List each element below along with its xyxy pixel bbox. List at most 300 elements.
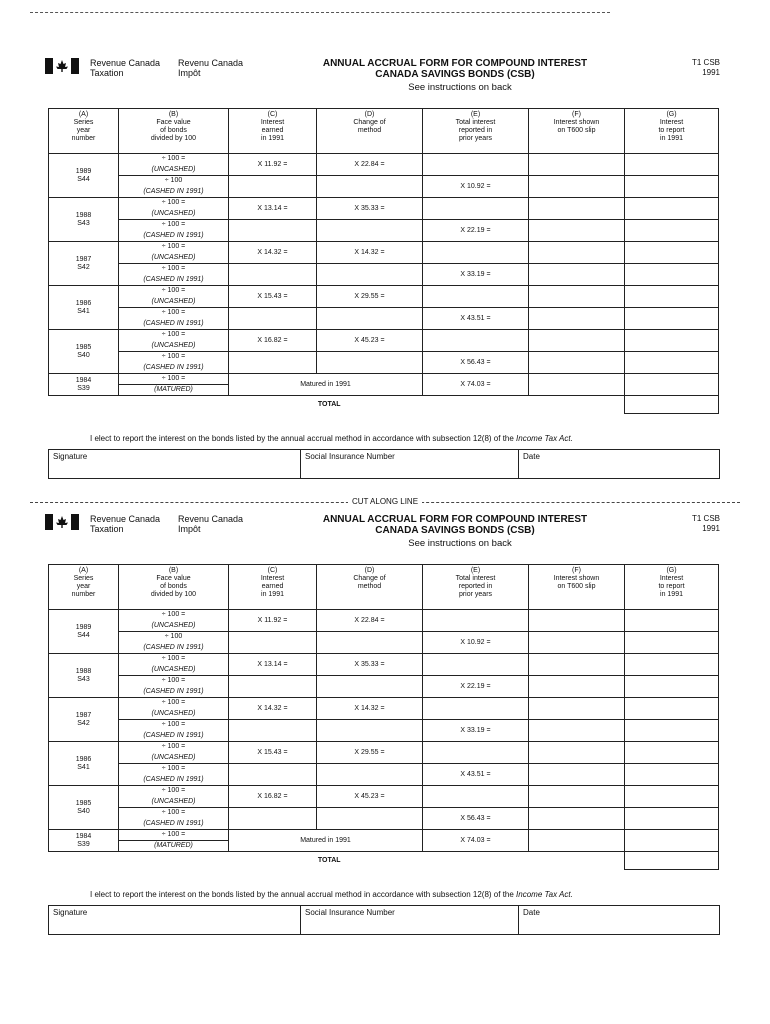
prior-interest-cell[interactable] (423, 330, 529, 352)
interest-earned-cell[interactable]: X 14.32 = (229, 698, 317, 720)
t600-interest-cell[interactable] (529, 632, 625, 654)
face-value-cell[interactable]: (UNCASHED) (119, 665, 229, 676)
series-cell (49, 242, 119, 286)
prior-interest-cell[interactable] (423, 198, 529, 220)
t600-interest-cell[interactable] (529, 808, 625, 830)
table-row (49, 830, 719, 841)
form-title: ANNUAL ACCRUAL FORM FOR COMPOUND INTEREST CANADA SAVINGS BONDS (CSB) (322, 58, 588, 80)
signature-box (48, 905, 720, 935)
interest-earned-cell[interactable]: X 13.14 = (229, 654, 317, 676)
table-row (49, 352, 719, 363)
total-row (49, 852, 719, 870)
prior-interest-cell[interactable]: X 33.19 = (423, 720, 529, 742)
interest-earned-cell[interactable]: X 13.14 = (229, 198, 317, 220)
form-code: T1 CSB 1991 (691, 514, 720, 533)
report-interest-cell[interactable] (625, 330, 719, 352)
series-number: S44 (77, 631, 90, 639)
prior-interest-cell[interactable]: X 56.43 = (423, 352, 529, 374)
t600-interest-cell[interactable] (529, 330, 625, 352)
face-value-cell[interactable]: ÷ 100 = (119, 330, 229, 341)
t600-interest-cell[interactable] (529, 720, 625, 742)
face-value-cell[interactable]: ÷ 100 = (119, 374, 229, 385)
series-number: S39 (77, 384, 90, 392)
report-interest-cell[interactable] (625, 720, 719, 742)
prior-interest-cell[interactable]: X 22.19 = (423, 676, 529, 698)
face-value-cell[interactable]: (UNCASHED) (119, 297, 229, 308)
column-header-line: Face value (156, 575, 191, 582)
column-header-line: year (76, 127, 91, 134)
interest-earned-cell[interactable] (229, 308, 317, 330)
column-header (229, 565, 317, 610)
change-method-cell[interactable] (317, 308, 423, 330)
report-interest-cell[interactable] (625, 830, 719, 852)
prior-interest-cell[interactable] (423, 786, 529, 808)
column-header-line: (F) (572, 111, 581, 118)
column-header-line: Interest (659, 119, 684, 126)
column-header-line: earned (261, 127, 284, 134)
change-method-cell[interactable]: X 14.32 = (317, 242, 423, 264)
change-method-cell[interactable] (317, 764, 423, 786)
signature-field[interactable]: Signature (49, 906, 301, 934)
face-value-cell[interactable]: (CASHED IN 1991) (119, 819, 229, 830)
table-row (49, 786, 719, 797)
face-value-cell[interactable]: ÷ 100 = (119, 808, 229, 819)
report-interest-cell[interactable] (625, 742, 719, 764)
t600-interest-cell[interactable] (529, 198, 625, 220)
canada-flag-icon (45, 514, 79, 530)
t600-interest-cell[interactable] (529, 286, 625, 308)
sin-field[interactable]: Social Insurance Number (301, 906, 519, 934)
column-header-line: (E) (470, 111, 481, 118)
t600-interest-cell[interactable] (529, 676, 625, 698)
matured-cell: Matured in 1991 (229, 830, 423, 852)
change-method-cell[interactable] (317, 264, 423, 286)
interest-table (48, 108, 719, 414)
column-header-line: (B) (168, 567, 179, 574)
interest-earned-cell[interactable] (229, 764, 317, 786)
t600-interest-cell[interactable] (529, 830, 625, 852)
t600-interest-cell[interactable] (529, 654, 625, 676)
prior-interest-cell[interactable]: X 74.03 = (423, 374, 529, 396)
change-method-cell[interactable]: X 29.55 = (317, 286, 423, 308)
column-header-line: Change of (353, 119, 386, 126)
series-cell (49, 786, 119, 830)
face-value-cell[interactable]: (UNCASHED) (119, 753, 229, 764)
election-statement (90, 434, 573, 443)
table-row (49, 610, 719, 621)
interest-earned-cell[interactable]: X 14.32 = (229, 242, 317, 264)
column-header-line: in 1991 (660, 135, 683, 142)
interest-earned-cell[interactable] (229, 720, 317, 742)
face-value-cell[interactable]: (CASHED IN 1991) (119, 231, 229, 242)
change-method-cell[interactable]: X 22.84 = (317, 610, 423, 632)
face-value-cell[interactable]: ÷ 100 = (119, 742, 229, 753)
face-value-cell[interactable]: ÷ 100 = (119, 154, 229, 165)
series-year: 1988 (75, 667, 92, 675)
report-interest-cell[interactable] (625, 286, 719, 308)
interest-earned-cell[interactable] (229, 352, 317, 374)
interest-earned-cell[interactable] (229, 176, 317, 198)
column-header-line: in 1991 (660, 591, 683, 598)
face-value-cell[interactable]: (UNCASHED) (119, 341, 229, 352)
column-header-line: Face value (156, 119, 191, 126)
face-value-cell[interactable]: (UNCASHED) (119, 709, 229, 720)
report-interest-cell[interactable] (625, 154, 719, 176)
change-method-cell[interactable] (317, 352, 423, 374)
prior-interest-cell[interactable]: X 56.43 = (423, 808, 529, 830)
face-value-cell[interactable]: (CASHED IN 1991) (119, 275, 229, 286)
interest-earned-cell[interactable]: X 15.43 = (229, 742, 317, 764)
interest-table (48, 564, 719, 870)
form-title: ANNUAL ACCRUAL FORM FOR COMPOUND INTEREST CANADA SAVINGS BONDS (CSB) (322, 514, 588, 536)
face-value-cell[interactable]: ÷ 100 = (119, 610, 229, 621)
interest-earned-cell[interactable]: X 11.92 = (229, 154, 317, 176)
column-header-line: to report (658, 583, 685, 590)
column-header (625, 109, 719, 154)
change-method-cell[interactable]: X 35.33 = (317, 654, 423, 676)
signature-field[interactable]: Signature (49, 450, 301, 478)
face-value-cell[interactable]: (UNCASHED) (119, 621, 229, 632)
column-header-line: (E) (470, 567, 481, 574)
series-cell (49, 830, 119, 852)
column-header-line: (G) (666, 111, 677, 118)
change-method-cell[interactable] (317, 676, 423, 698)
t600-interest-cell[interactable] (529, 374, 625, 396)
column-header-line: Series (73, 575, 94, 582)
report-interest-cell[interactable] (625, 610, 719, 632)
change-method-cell[interactable]: X 45.23 = (317, 786, 423, 808)
table-row (49, 676, 719, 687)
series-year: 1989 (75, 167, 92, 175)
signature-box (48, 449, 720, 479)
face-value-cell[interactable]: ÷ 100 (119, 632, 229, 643)
face-value-cell[interactable]: ÷ 100 = (119, 676, 229, 687)
change-method-cell[interactable] (317, 720, 423, 742)
table-row (49, 198, 719, 209)
prior-interest-cell[interactable] (423, 286, 529, 308)
column-header-line: (G) (666, 567, 677, 574)
column-header-line: earned (261, 583, 284, 590)
change-method-cell[interactable] (317, 808, 423, 830)
series-number: S39 (77, 840, 90, 848)
face-value-cell[interactable]: (MATURED) (119, 385, 229, 396)
column-header-line: of bonds (160, 583, 187, 590)
form-subtitle: See instructions on back (408, 538, 512, 549)
report-interest-cell[interactable] (625, 352, 719, 374)
column-header (423, 109, 529, 154)
report-interest-cell[interactable] (625, 176, 719, 198)
interest-earned-cell[interactable] (229, 808, 317, 830)
column-header-line: reported in (458, 127, 493, 134)
table-row (49, 764, 719, 775)
sin-field[interactable]: Social Insurance Number (301, 450, 519, 478)
face-value-cell[interactable]: (CASHED IN 1991) (119, 643, 229, 654)
face-value-cell[interactable]: ÷ 100 = (119, 286, 229, 297)
series-year: 1985 (75, 343, 92, 351)
prior-interest-cell[interactable] (423, 154, 529, 176)
column-header-line: year (76, 583, 91, 590)
column-header-line: in 1991 (261, 591, 284, 598)
table-row (49, 808, 719, 819)
prior-interest-cell[interactable] (423, 242, 529, 264)
column-header (49, 109, 119, 154)
column-header (423, 565, 529, 610)
series-year: 1987 (75, 255, 92, 263)
face-value-cell[interactable]: (UNCASHED) (119, 209, 229, 220)
series-cell (49, 330, 119, 374)
column-header-line: number (71, 591, 96, 598)
interest-earned-cell[interactable] (229, 220, 317, 242)
report-interest-cell[interactable] (625, 698, 719, 720)
series-year: 1986 (75, 299, 92, 307)
face-value-cell[interactable]: ÷ 100 (119, 176, 229, 187)
t600-interest-cell[interactable] (529, 352, 625, 374)
series-cell (49, 198, 119, 242)
total-label: TOTAL (317, 856, 341, 864)
column-header-line: Change of (353, 575, 386, 582)
prior-interest-cell[interactable]: X 10.92 = (423, 176, 529, 198)
t600-interest-cell[interactable] (529, 698, 625, 720)
column-header-line: divided by 100 (150, 591, 197, 598)
column-header (119, 109, 229, 154)
face-value-cell[interactable]: (CASHED IN 1991) (119, 687, 229, 698)
table-row (49, 720, 719, 731)
interest-earned-cell[interactable] (229, 264, 317, 286)
election-statement (90, 890, 573, 899)
column-header-line: (B) (168, 111, 179, 118)
change-method-cell[interactable]: X 22.84 = (317, 154, 423, 176)
table-row (49, 242, 719, 253)
interest-earned-cell[interactable]: X 11.92 = (229, 610, 317, 632)
series-year: 1986 (75, 755, 92, 763)
t600-interest-cell[interactable] (529, 264, 625, 286)
report-interest-cell[interactable] (625, 654, 719, 676)
report-interest-cell[interactable] (625, 808, 719, 830)
face-value-cell[interactable]: ÷ 100 = (119, 654, 229, 665)
report-interest-cell[interactable] (625, 374, 719, 396)
column-header-line: method (357, 127, 382, 134)
column-header-line: number (71, 135, 96, 142)
interest-earned-cell[interactable] (229, 632, 317, 654)
report-interest-cell[interactable] (625, 220, 719, 242)
prior-interest-cell[interactable]: X 33.19 = (423, 264, 529, 286)
total-value-cell[interactable] (625, 852, 719, 870)
series-number: S44 (77, 175, 90, 183)
form-subtitle: See instructions on back (408, 82, 512, 93)
face-value-cell[interactable]: ÷ 100 = (119, 698, 229, 709)
interest-earned-cell[interactable]: X 16.82 = (229, 786, 317, 808)
t600-interest-cell[interactable] (529, 786, 625, 808)
total-value-cell[interactable] (625, 396, 719, 414)
election-act: Income Tax Act. (516, 890, 573, 899)
change-method-cell[interactable]: X 45.23 = (317, 330, 423, 352)
election-act: Income Tax Act. (516, 434, 573, 443)
face-value-cell[interactable]: (MATURED) (119, 841, 229, 852)
change-method-cell[interactable]: X 29.55 = (317, 742, 423, 764)
table-row (49, 264, 719, 275)
report-interest-cell[interactable] (625, 764, 719, 786)
table-row (49, 374, 719, 385)
series-year: 1984 (75, 376, 92, 384)
face-value-cell[interactable]: ÷ 100 = (119, 352, 229, 363)
report-interest-cell[interactable] (625, 632, 719, 654)
column-header-line: (A) (78, 567, 89, 574)
change-method-cell[interactable] (317, 632, 423, 654)
date-field[interactable]: Date (523, 908, 540, 917)
total-label: TOTAL (317, 400, 341, 408)
table-row (49, 654, 719, 665)
column-header-line: Interest (260, 119, 285, 126)
prior-interest-cell[interactable] (423, 698, 529, 720)
series-year: 1988 (75, 211, 92, 219)
column-header (119, 565, 229, 610)
election-text: I elect to report the interest on the bonds listed by the annual accrual method in accordance with subsection 12(8) of the (90, 434, 517, 443)
report-interest-cell[interactable] (625, 264, 719, 286)
column-header-line: Interest (260, 575, 285, 582)
series-year: 1985 (75, 799, 92, 807)
column-header-line: prior years (458, 591, 493, 598)
face-value-cell[interactable]: (UNCASHED) (119, 253, 229, 264)
face-value-cell[interactable]: (CASHED IN 1991) (119, 363, 229, 374)
column-header-line: Interest shown (553, 575, 600, 582)
face-value-cell[interactable]: ÷ 100 = (119, 830, 229, 841)
t600-interest-cell[interactable] (529, 176, 625, 198)
column-header-line: (F) (572, 567, 581, 574)
form-code: T1 CSB 1991 (691, 58, 720, 77)
change-method-cell[interactable] (317, 176, 423, 198)
series-cell (49, 154, 119, 198)
t600-interest-cell[interactable] (529, 764, 625, 786)
dept-english: Revenue Canada Taxation (90, 58, 161, 78)
change-method-cell[interactable]: X 35.33 = (317, 198, 423, 220)
prior-interest-cell[interactable]: X 43.51 = (423, 764, 529, 786)
interest-earned-cell[interactable] (229, 676, 317, 698)
series-year: 1989 (75, 623, 92, 631)
face-value-cell[interactable]: ÷ 100 = (119, 220, 229, 231)
face-value-cell[interactable]: (UNCASHED) (119, 165, 229, 176)
column-header-line: (D) (364, 567, 375, 574)
report-interest-cell[interactable] (625, 198, 719, 220)
face-value-cell[interactable]: ÷ 100 = (119, 720, 229, 731)
series-cell (49, 286, 119, 330)
column-header-line: Interest shown (553, 119, 600, 126)
face-value-cell[interactable]: ÷ 100 = (119, 198, 229, 209)
t600-interest-cell[interactable] (529, 220, 625, 242)
change-method-cell[interactable]: X 14.32 = (317, 698, 423, 720)
column-header (49, 565, 119, 610)
series-cell (49, 374, 119, 396)
prior-interest-cell[interactable] (423, 742, 529, 764)
t600-interest-cell[interactable] (529, 154, 625, 176)
change-method-cell[interactable] (317, 220, 423, 242)
column-header-line: reported in (458, 583, 493, 590)
face-value-cell[interactable]: ÷ 100 = (119, 264, 229, 275)
column-header-line: (C) (267, 111, 278, 118)
date-field[interactable]: Date (523, 452, 540, 461)
table-row (49, 742, 719, 753)
column-header-line: (D) (364, 111, 375, 118)
series-number: S41 (77, 307, 90, 315)
column-header (229, 109, 317, 154)
dept-french: Revenu Canada Impôt (178, 58, 244, 78)
column-header-line: Series (73, 119, 94, 126)
series-cell (49, 698, 119, 742)
column-header-line: (C) (267, 567, 278, 574)
column-header (317, 109, 423, 154)
column-header-line: prior years (458, 135, 493, 142)
table-row (49, 176, 719, 187)
table-row (49, 632, 719, 643)
interest-earned-cell[interactable]: X 15.43 = (229, 286, 317, 308)
prior-interest-cell[interactable]: X 22.19 = (423, 220, 529, 242)
series-number: S42 (77, 263, 90, 271)
series-year: 1987 (75, 711, 92, 719)
election-text: I elect to report the interest on the bonds listed by the annual accrual method in accordance with subsection 12(8) of the (90, 890, 517, 899)
prior-interest-cell[interactable]: X 74.03 = (423, 830, 529, 852)
series-year: 1984 (75, 832, 92, 840)
top-dashed-line (30, 12, 610, 13)
total-row (49, 396, 719, 414)
matured-cell: Matured in 1991 (229, 374, 423, 396)
t600-interest-cell[interactable] (529, 242, 625, 264)
report-interest-cell[interactable] (625, 308, 719, 330)
series-cell (49, 610, 119, 654)
t600-interest-cell[interactable] (529, 742, 625, 764)
face-value-cell[interactable]: (CASHED IN 1991) (119, 187, 229, 198)
prior-interest-cell[interactable] (423, 610, 529, 632)
canada-flag-icon (45, 58, 79, 74)
face-value-cell[interactable]: ÷ 100 = (119, 242, 229, 253)
series-number: S40 (77, 807, 90, 815)
column-header-line: on T600 slip (557, 583, 596, 590)
face-value-cell[interactable]: (UNCASHED) (119, 797, 229, 808)
dept-french: Revenu Canada Impôt (178, 514, 244, 534)
prior-interest-cell[interactable] (423, 654, 529, 676)
column-header-line: on T600 slip (557, 127, 596, 134)
interest-earned-cell[interactable]: X 16.82 = (229, 330, 317, 352)
table-row (49, 220, 719, 231)
series-number: S41 (77, 763, 90, 771)
prior-interest-cell[interactable]: X 43.51 = (423, 308, 529, 330)
table-row (49, 286, 719, 297)
face-value-cell[interactable]: (CASHED IN 1991) (119, 775, 229, 786)
column-header-line: to report (658, 127, 685, 134)
series-number: S43 (77, 219, 90, 227)
dept-english: Revenue Canada Taxation (90, 514, 161, 534)
t600-interest-cell[interactable] (529, 610, 625, 632)
report-interest-cell[interactable] (625, 242, 719, 264)
table-row (49, 698, 719, 709)
column-header-line: divided by 100 (150, 135, 197, 142)
report-interest-cell[interactable] (625, 676, 719, 698)
face-value-cell[interactable]: ÷ 100 = (119, 786, 229, 797)
face-value-cell[interactable]: (CASHED IN 1991) (119, 731, 229, 742)
report-interest-cell[interactable] (625, 786, 719, 808)
table-row (49, 154, 719, 165)
column-header-line: Total interest (455, 119, 496, 126)
column-header-line: Total interest (455, 575, 496, 582)
series-cell (49, 742, 119, 786)
face-value-cell[interactable]: ÷ 100 = (119, 764, 229, 775)
column-header (317, 565, 423, 610)
series-cell (49, 654, 119, 698)
prior-interest-cell[interactable]: X 10.92 = (423, 632, 529, 654)
table-row (49, 330, 719, 341)
table-row (49, 308, 719, 319)
face-value-cell[interactable]: ÷ 100 = (119, 308, 229, 319)
t600-interest-cell[interactable] (529, 308, 625, 330)
face-value-cell[interactable]: (CASHED IN 1991) (119, 319, 229, 330)
